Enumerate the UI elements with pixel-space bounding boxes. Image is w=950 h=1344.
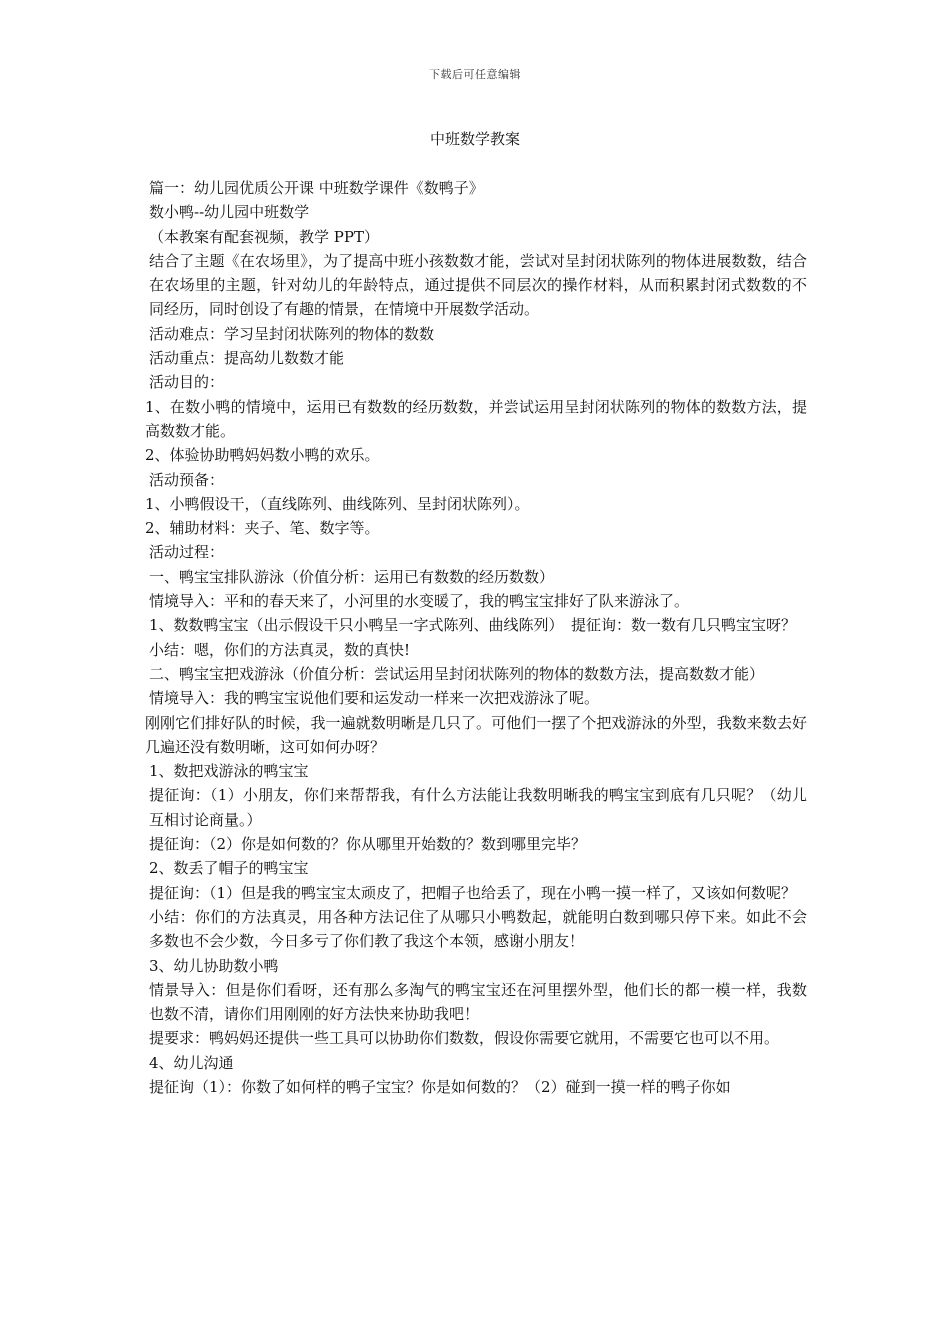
paragraph: 提征询：（1）但是我的鸭宝宝太顽皮了，把帽子也给丢了，现在小鸭一摸一样了，又该如何数呢？ xyxy=(149,883,797,902)
paragraph: 活动难点：学习呈封闭状陈列的物体的数数 xyxy=(149,324,435,343)
paragraph: 1、数把戏游泳的鸭宝宝 xyxy=(149,762,309,781)
paragraph: 小结：你们的方法真灵，用各种方法记住了从哪只小鸭数起，就能明白数到哪只停下来。如此不会多数也不会少数，今日多亏了你们教了我这个本领，感谢小朋友！ xyxy=(149,907,807,951)
paragraph: 活动预备： xyxy=(149,470,225,489)
paragraph: 1、在数小鸭的情境中，运用已有数数的经历数数，并尝试运用呈封闭状陈列的物体的数数方法，提高数数才能。 xyxy=(145,397,807,440)
document-body xyxy=(145,176,807,1099)
paragraph: 小结：嗯，你们的方法真灵，数的真快! xyxy=(149,640,411,659)
paragraph: 一、鸭宝宝排队游泳（价值分析：运用已有数数的经历数数） xyxy=(149,567,555,586)
paragraph: 活动目的： xyxy=(149,373,225,392)
paragraph: 活动过程： xyxy=(149,543,225,562)
paragraph: 1、数数鸭宝宝（出示假设干只小鸭呈一字式陈列、曲线陈列） 提征询：数一数有几只鸭宝宝呀？ xyxy=(149,616,797,635)
paragraph: 情境导入：我的鸭宝宝说他们要和运发动一样来一次把戏游泳了呢。 xyxy=(149,689,600,708)
paragraph: 活动重点：提高幼儿数数才能 xyxy=(149,349,345,368)
paragraph: 提征询：（2）你是如何数的？你从哪里开始数的？数到哪里完毕？ xyxy=(149,835,587,854)
paragraph: 刚刚它们排好队的时候，我一遍就数明晰是几只了。可他们一摆了个把戏游泳的外型，我数来数去好几遍还没有数明晰，这可如何办呀？ xyxy=(145,713,807,756)
paragraph: 2、体验协助鸭妈妈数小鸭的欢乐。 xyxy=(145,446,380,465)
paragraph: 二、鸭宝宝把戏游泳（价值分析：尝试运用呈封闭状陈列的物体的数数方法，提高数数才能） xyxy=(149,664,765,683)
paragraph: 提要求：鸭妈妈还提供一些工具可以协助你们数数，假设你需要它就用，不需要它也可以不用。 xyxy=(149,1029,780,1048)
paragraph: 提征询（1）：你数了如何样的鸭子宝宝？你是如何数的？（2）碰到一摸一样的鸭子你如 xyxy=(149,1077,731,1096)
paragraph: 情景导入：但是你们看呀，还有那么多淘气的鸭宝宝还在河里摆外型，他们长的都一模一样，我数也数不清，请你们用刚刚的好方法快来协助我吧！ xyxy=(149,980,807,1024)
paragraph: 结合了主题《在农场里》，为了提高中班小孩数数才能，尝试对呈封闭状陈列的物体进展数数，结合在农场里的主题，针对幼儿的年龄特点，通过提供不同层次的操作材料，从而积累封闭式数数的不同经历，同时创设了有趣的情景，在情境中开展数学活动。 xyxy=(149,251,807,319)
paragraph: 情境导入：平和的春天来了，小河里的水变暖了，我的鸭宝宝排好了队来游泳了。 xyxy=(149,592,690,611)
paragraph: 提征询：（1）小朋友，你们来帮帮我，有什么方法能让我数明晰我的鸭宝宝到底有几只呢？（幼儿互相讨论商量。） xyxy=(149,786,807,829)
document-title: 中班数学教案 xyxy=(429,130,520,148)
paragraph: 1、小鸭假设干，（直线陈列、曲线陈列、呈封闭状陈列）。 xyxy=(145,494,530,513)
paragraph: 数小鸭--幼儿园中班数学 xyxy=(149,203,310,222)
paragraph: 3、幼儿协助数小鸭 xyxy=(149,956,279,975)
paragraph: 篇一：幼儿园优质公开课 中班数学课件《数鸭子》 xyxy=(149,179,484,197)
paragraph: 2、数丢了帽子的鸭宝宝 xyxy=(149,859,309,878)
header-note: 下载后可任意编辑 xyxy=(429,68,521,81)
paragraph: 4、幼儿沟通 xyxy=(149,1053,234,1072)
paragraph: （本教案有配套视频，教学 PPT） xyxy=(149,227,379,246)
paragraph: 2、辅助材料：夹子、笔、数字等。 xyxy=(145,519,380,538)
